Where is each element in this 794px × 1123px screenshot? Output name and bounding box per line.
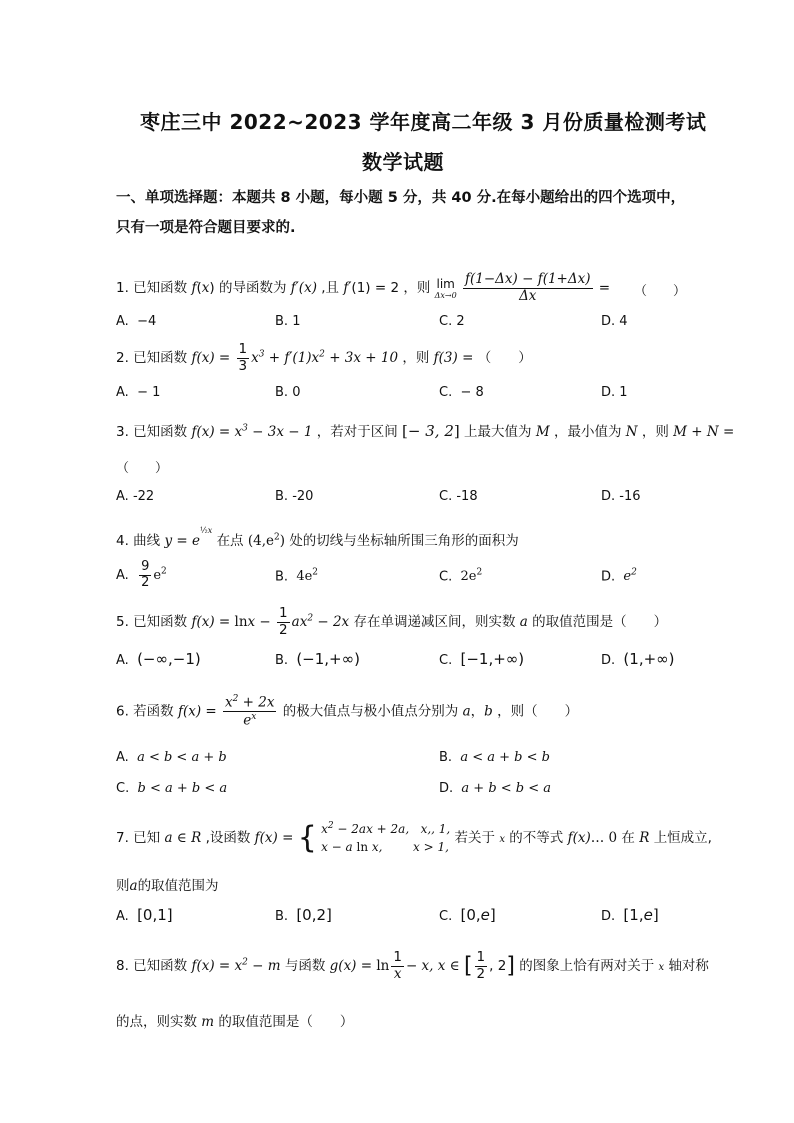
q1-text-d: ，则 [403, 280, 431, 297]
q7-opt-c-value: [0,e] [460, 906, 496, 924]
q1-lim-word: lim [436, 276, 455, 291]
q2-math-f3: f(3) = [433, 350, 474, 367]
q1-frac-num: f(1−Δx) − f(1+Δx) [465, 271, 591, 287]
q4-math-point: $(4,e^2)$ [247, 532, 286, 549]
q1-opt-a-label: A. [116, 314, 129, 329]
q2-option-c[interactable] [439, 385, 484, 400]
q8-bracket-open: [ [463, 953, 473, 979]
q5-option-a[interactable] [116, 650, 201, 668]
q7-line2-a-var: a [129, 878, 138, 894]
page-subtitle: 数学试题 [362, 150, 444, 174]
q8-bracket-close: ] [506, 953, 515, 979]
q7-math-ineq: f(x)… 0 [567, 830, 618, 846]
q8-line2-a: 的点，则实数 [116, 1014, 197, 1030]
q3-option-a[interactable] [116, 489, 154, 504]
q3-option-c[interactable] [439, 489, 478, 504]
q7-line2-b: 的取值范围为 [137, 878, 219, 894]
q3-text-d: ，最小值为 [553, 424, 622, 440]
q7-option-c[interactable] [439, 906, 496, 924]
q4-math-curve: $y = e^{\frac{1}{2}x}$ [164, 526, 213, 549]
q7-opt-a-label: A. [116, 909, 129, 924]
q1-lim-sub: Δx→0 [434, 290, 457, 300]
q1-frac-den: Δx [519, 287, 537, 304]
q7-line2 [116, 874, 219, 894]
q5-option-b[interactable] [275, 650, 360, 668]
q5-opt-a-label: A. [116, 653, 129, 668]
q5-option-d[interactable] [601, 650, 675, 668]
q5-math-a: a [519, 614, 528, 631]
q6-opt-b-value: a < a + b < b [460, 750, 550, 765]
q7-piecewise [298, 820, 451, 856]
q5-text-c: 的取值范围是（ ） [532, 614, 668, 631]
q4-opt-a-frac-num: 9 [141, 559, 150, 574]
q4-opt-d-label: D. [601, 569, 616, 585]
q7-option-d[interactable] [601, 906, 659, 924]
q5-opt-d-label: D. [601, 653, 616, 668]
q3-opt-d-value: -16 [619, 489, 641, 504]
q7-math-R: R [639, 830, 650, 846]
q7-opt-c-label: C. [439, 909, 453, 924]
q4-option-d[interactable] [601, 568, 637, 584]
page-title: 枣庄三中 2022~2023 学年度高二年级 3 月份质量检测考试 [140, 110, 707, 134]
q4-opt-c-label: C. [439, 569, 453, 585]
q5-math-rhs: $ax^2 - 2x$ [291, 613, 350, 631]
q6-text-c: ，则（ ） [497, 703, 579, 720]
q7-opt-b-label: B. [275, 909, 289, 924]
q1-text-b: 的导函数为 [218, 280, 287, 297]
q1-fraction [463, 272, 592, 304]
q1-math-fpx: f′(x) [290, 280, 317, 297]
q6-opt-a-value: a < b < a + b [137, 750, 227, 765]
q2-answer-paren: （ ） [477, 350, 532, 367]
q2-opt-b-value: 0 [292, 385, 301, 400]
section-heading-line2: 只有一项是符合题目要求的. [116, 220, 296, 236]
q3-option-d[interactable] [601, 489, 641, 504]
q6-opt-c-label: C. [116, 781, 130, 796]
q2-text-b: ，则 [402, 350, 430, 367]
q5-opt-c-value: [−1,+∞) [460, 650, 525, 668]
q4-opt-b-label: B. [275, 569, 289, 585]
q7-text-f: 上恒成立, [653, 830, 712, 846]
q5-opt-c-label: C. [439, 653, 453, 668]
q4-opt-b-value: $4e^2$ [296, 568, 319, 585]
q3-opt-b-label: B. [275, 489, 289, 504]
q3-opt-d-label: D. [601, 489, 616, 504]
q6-opt-c-value: b < a + b < a [137, 781, 228, 796]
q5-frac-den: 2 [279, 621, 288, 638]
q3-text-e: ，则 [641, 424, 669, 440]
q1-opt-c-label: C. [439, 314, 453, 329]
q4-text-c: 处的切线与坐标轴所围三角形的面积为 [289, 533, 519, 549]
question-6 [116, 694, 578, 729]
q1-math-eq: (1) = 2 [351, 280, 400, 297]
question-5 [116, 606, 667, 638]
q7-case-2: x − a ln x, x > 1, [321, 840, 449, 854]
q1-opt-d-value: 4 [619, 314, 628, 329]
q8-line2 [116, 1010, 353, 1030]
q7-brace: { [297, 820, 317, 856]
q1-math-fp1: f′ [343, 280, 352, 297]
q8-line2-m: m [201, 1014, 215, 1030]
q6-option-c[interactable] [116, 781, 227, 796]
question-7 [116, 820, 712, 856]
q3-math-interval: [− 3, 2] [402, 422, 460, 440]
q6-opt-b-label: B. [439, 750, 453, 765]
q7-text-d: 的不等式 [509, 830, 564, 846]
q8-math-tail: − x, x ∈ [405, 958, 460, 975]
q3-text-b: ，若对于区间 [316, 424, 398, 440]
q7-math-x: x [499, 834, 505, 845]
q4-text-a: 4. 曲线 [116, 533, 161, 549]
q7-math-aR: a ∈ R [164, 830, 202, 846]
q5-text-a: 5. 已知函数 [116, 614, 188, 631]
q2-opt-b-label: B. [275, 385, 289, 400]
q6-opt-d-label: D. [439, 781, 454, 796]
q7-option-a[interactable] [116, 906, 173, 924]
q6-text-a: 6. 若函数 [116, 703, 174, 720]
q8-math-x: x [658, 962, 665, 974]
q5-opt-b-label: B. [275, 653, 289, 668]
q3-opt-a-label: A. [116, 489, 129, 504]
q7-math-fx: f(x) = [254, 830, 294, 846]
q2-math-lhs: f(x) = [191, 350, 235, 367]
question-2 [116, 342, 532, 374]
q8-text-b: 与函数 [284, 958, 326, 975]
q7-line2-a: 则 [116, 878, 130, 894]
q4-text-b: 在点 [216, 533, 244, 549]
section-heading-line1: 一、单项选择题：本题共 8 小题，每小题 5 分，共 40 分.在每小题给出的四个选项中， [116, 190, 686, 206]
q5-option-c[interactable] [439, 650, 524, 668]
q7-case-1: $x^2 - 2ax + 2a$, x,, 1, [321, 821, 451, 836]
q6-frac-num: $x^2 + 2x$ [225, 694, 275, 711]
question-4 [116, 526, 519, 549]
q6-frac [223, 694, 276, 729]
q3-opt-b-value: -20 [292, 489, 314, 504]
q1-math-paren: ( [196, 280, 202, 297]
q5-frac [277, 606, 290, 638]
q8-text-c: 的图象上恰有两对关于 [519, 958, 655, 975]
q7-opt-d-label: D. [601, 909, 616, 924]
q1-opt-b-value: 1 [292, 314, 301, 329]
q8-math-gx: g(x) = ln [329, 958, 390, 975]
question-1: 1. 已知函数 f(x) 的导函数为 f′(x) ,且 f′(1) = 2 ，则 lim Δx→0 $\frac{f(1-\Delta x) - f(1+\Delta x)}{\Delta x}$ = [116, 271, 611, 304]
q3-opt-c-value: -18 [456, 489, 478, 504]
q8-frac-den: x [393, 965, 402, 982]
q6-math-ab: a，b [462, 703, 493, 720]
q3-answer-paren: （ ） [116, 461, 169, 476]
q7-opt-a-value: [0,1] [137, 906, 173, 924]
q1-text-c: ,且 [321, 280, 340, 297]
q5-frac-num: 1 [279, 605, 288, 621]
q4-opt-a-frac-den: 2 [141, 574, 150, 590]
q1-math-paren-close: ) [209, 280, 215, 297]
q1-opt-c-value: 2 [456, 314, 465, 329]
q6-math-lhs: f(x) = [177, 703, 217, 720]
q7-option-b[interactable] [275, 906, 332, 924]
q5-opt-a-value: (−∞,−1) [137, 650, 201, 668]
q3-opt-c-label: C. [439, 489, 453, 504]
q3-math-N: N [625, 424, 638, 440]
q4-opt-c-value: $2e^2$ [460, 568, 483, 585]
q8-interval-frac [475, 950, 488, 982]
q2-option-a[interactable] [116, 385, 160, 400]
q1-option-d[interactable] [601, 314, 628, 329]
q2-opt-c-label: C. [439, 385, 453, 400]
q1-answer-paren: （ ） [634, 284, 687, 299]
q5-opt-b-value: (−1,+∞) [296, 650, 360, 668]
q2-opt-a-value: − 1 [137, 385, 161, 400]
q3-math-M: M [535, 424, 550, 440]
q1-option-b[interactable] [275, 314, 300, 329]
q4-opt-d-value: $e^2$ [623, 568, 637, 585]
q1-opt-a-value: −4 [137, 314, 157, 329]
q8-frac [391, 950, 404, 982]
q2-math-rhs: $x^3 + f'(1)x^2 + 3x + 10$ [251, 349, 399, 367]
q4-option-b[interactable] [275, 568, 318, 584]
q5-math-lhs: f(x) = lnx − [191, 614, 276, 631]
q3-option-b[interactable] [275, 489, 313, 504]
q7-text-e: 在 [621, 830, 635, 846]
q4-opt-a-value: $e^2$ [153, 566, 167, 583]
q8-line2-b: 的取值范围是（ ） [218, 1014, 354, 1030]
q8-text-a: 8. 已知函数 [116, 958, 188, 975]
q7-text-a: 7. 已知 [116, 830, 161, 846]
q2-text-a: 2. 已知函数 [116, 350, 188, 367]
q4-option-c[interactable] [439, 568, 482, 584]
q6-option-d[interactable] [439, 781, 551, 796]
q8-math-fx: $f(x) = x^2 - m$ [191, 957, 281, 975]
q2-frac-num: 1 [238, 341, 248, 357]
q2-opt-c-value: − 8 [460, 385, 484, 400]
q1-limit [435, 277, 457, 300]
q1-text-a: 1. 已知函数 [116, 280, 188, 297]
q8-interval-end: , 2 [489, 958, 507, 975]
q1-opt-d-label: D. [601, 314, 616, 329]
q2-option-b[interactable] [275, 385, 300, 400]
q1-math-fx: f [191, 280, 197, 297]
q4-option-a[interactable] [116, 560, 167, 591]
q8-text-d: 轴对称 [668, 958, 709, 975]
question-8 [116, 950, 709, 982]
q1-option-c[interactable] [439, 314, 465, 329]
q6-opt-d-value: a + b < b < a [461, 781, 552, 796]
q5-opt-d-value: (1,+∞) [623, 650, 675, 668]
q7-opt-d-value: [1,e] [623, 906, 659, 924]
q5-text-b: 存在单调递减区间，则实数 [353, 614, 516, 631]
q6-frac-den: $e^x$ [243, 712, 257, 729]
q3-math-sum: M + N = [673, 424, 735, 440]
q2-opt-d-label: D. [601, 385, 616, 400]
q4-opt-a-frac [139, 560, 151, 591]
q8-interval-den: 2 [476, 965, 486, 982]
q3-math-fx: $f(x) = x^3 - 3x - 1$ [191, 423, 313, 440]
q3-text-a: 3. 已知函数 [116, 424, 188, 440]
q6-opt-a-label: A. [116, 750, 129, 765]
q8-frac-num: 1 [393, 949, 402, 965]
q3-opt-a-value: -22 [132, 489, 155, 504]
q3-text-c: 上最大值为 [464, 424, 532, 440]
q2-opt-a-label: A. [116, 385, 129, 400]
q2-option-d[interactable] [601, 385, 628, 400]
q7-opt-b-value: [0,2] [296, 906, 332, 924]
q6-option-a[interactable] [116, 750, 227, 765]
q1-math-x: x [201, 280, 210, 297]
q1-opt-b-label: B. [275, 314, 289, 329]
q7-text-c: 若关于 [454, 830, 496, 846]
q1-option-a[interactable] [116, 314, 156, 329]
q7-cases [321, 820, 450, 856]
q2-frac-den: 3 [238, 357, 248, 374]
q4-opt-a-label: A. [116, 567, 129, 583]
q2-opt-d-value: 1 [619, 385, 628, 400]
q8-interval-num: 1 [476, 949, 486, 965]
question-3 [116, 420, 734, 440]
q6-option-b[interactable] [439, 750, 550, 765]
q7-text-b: ,设函数 [205, 830, 251, 846]
q2-frac [237, 342, 250, 374]
q6-text-b: 的极大值点与极小值点分别为 [282, 703, 459, 720]
